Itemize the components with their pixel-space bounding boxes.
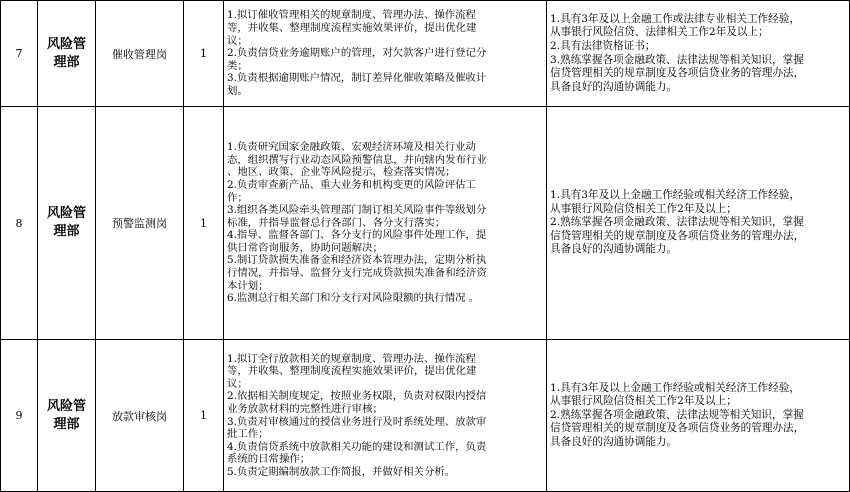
- duty-line: 1.负责研究国家金融政策、宏观经济环境及相关行业动: [227, 141, 476, 154]
- duties-cell: [224, 340, 547, 492]
- requirement-line: 信贷管理相关的规章制度及各项信贷业务的管理办法，: [550, 229, 805, 242]
- post-name: 放款审核岗: [96, 340, 184, 492]
- requirement-line: 具备良好的沟通协调能力。: [550, 435, 678, 448]
- duty-line: 2.依据相关制度规定，按照业务权限，负责对权限内授信: [227, 390, 487, 403]
- duty-line: 1.拟订全行放款相关的规章制度、管理办法、操作流程: [227, 352, 476, 365]
- requirement-line: 1.具有3年及以上金融工作或法律专业相关工作经验，: [550, 12, 800, 25]
- requirement-line: 2.具有法律资格证书；: [550, 39, 656, 52]
- headcount: 1: [184, 1, 224, 107]
- table-row: [1, 340, 850, 492]
- requirement-line: 1.具有3年及以上金融工作经验或相关经济工作经验，: [550, 381, 800, 394]
- requirement-line: 从事银行风险信贷、法律相关工作2年及以上；: [550, 26, 769, 39]
- duty-line: 等，并收集、整理制度流程实施效果评价，提出优化建: [227, 22, 477, 35]
- duty-line: 3.负责对审核通过的授信业务进行及时系统处理、放款审: [227, 415, 487, 428]
- department-cell: [38, 107, 96, 340]
- row-number: 7: [1, 1, 38, 107]
- duty-line: 1.拟订催收管理相关的规章制度、管理办法、操作流程: [227, 9, 476, 22]
- headcount: 1: [184, 107, 224, 340]
- department-cell: [38, 340, 96, 492]
- requirement-line: 从事银行风险信贷相关工作2年及以上；: [550, 202, 737, 215]
- duty-line: 议；: [227, 34, 248, 47]
- duties-cell: [224, 107, 547, 340]
- requirement-line: 2.熟练掌握各项金融政策、法律法规等相关知识，掌握: [550, 408, 804, 421]
- department-name: 风险管理部: [46, 36, 86, 70]
- duty-line: 3.负责根据逾期账户情况，制订差异化催收策略及催收计: [227, 72, 487, 85]
- duty-line: 4.负责信贷系统中放款相关功能的建设和测试工作，负责: [227, 440, 487, 453]
- row-number: 9: [1, 340, 38, 492]
- duty-line: 批工作；: [227, 428, 269, 441]
- requirement-line: 信贷管理相关的规章制度及各项信贷业务的管理办法，: [550, 422, 805, 435]
- row-number: 8: [1, 107, 38, 340]
- duty-line: 等，并收集、整理制度流程实施效果评价，提出优化建: [227, 365, 477, 378]
- table-row: [1, 1, 850, 107]
- requirement-line: 从事银行风险信贷相关工作2年及以上；: [550, 395, 737, 408]
- duty-line: 系统的日常操作；: [227, 453, 311, 466]
- duty-line: 5.负责定期编制放款工作简报，并做好相关分析。: [227, 465, 456, 478]
- requirements-cell: [547, 340, 850, 492]
- duty-line: 态，组织撰写行业动态风险预警信息，并向辖内发布行业: [227, 153, 487, 166]
- duty-line: 本计划；: [227, 279, 269, 292]
- post-name: 预警监测岗: [96, 107, 184, 340]
- requirements-cell: [547, 1, 850, 107]
- department-cell: [38, 1, 96, 107]
- duty-line: 6.监测总行相关部门和分支行对风险限额的执行情况 。: [227, 292, 480, 305]
- duty-line: 2.负责信贷业务逾期账户的管理，对欠款客户进行登记分: [227, 47, 487, 60]
- requirement-line: 信贷管理相关的规章制度及各项信贷业务的管理办法，: [550, 67, 805, 80]
- duty-line: 作；: [227, 191, 248, 204]
- duty-line: 类；: [227, 59, 248, 72]
- requirement-line: 2.熟练掌握各项金融政策、法律法规等相关知识，掌握: [550, 216, 804, 229]
- duty-line: 议；: [227, 377, 248, 390]
- job-table-body: [1, 1, 850, 492]
- requirement-line: 1.具有3年及以上金融工作经验或相关经济工作经验，: [550, 189, 800, 202]
- department-name: 风险管理部: [46, 206, 86, 239]
- headcount: 1: [184, 340, 224, 492]
- requirement-line: 3.熟练掌握各项金融政策、法律法规等相关知识，掌握: [550, 53, 804, 66]
- requirements-cell: [547, 107, 850, 340]
- duty-line: 划。: [227, 84, 248, 97]
- table-row: [1, 107, 850, 340]
- duties-cell: [224, 1, 547, 107]
- duty-line: 5.制订贷款损失准备金和经济资本管理办法，定期分析执: [227, 254, 487, 267]
- department-name: 风险管理部: [46, 398, 86, 432]
- post-name: 催收管理岗: [96, 1, 184, 107]
- duty-line: 行情况，并指导、监督分支行完成贷款损失准备和经济资: [227, 267, 487, 280]
- requirement-line: 具备良好的沟通协调能力。: [550, 80, 678, 93]
- duty-line: 标准，并指导监督总行各部门、各分支行落实；: [227, 216, 446, 229]
- duty-line: 3.组织各类风险牵头管理部门制订相关风险事件等级划分: [227, 204, 487, 217]
- duty-line: 业务放款材料的完整性进行审核；: [227, 402, 383, 415]
- duty-line: 2.负责审查新产品、重大业务和机构变更的风险评估工: [227, 178, 476, 191]
- requirement-line: 具备良好的沟通协调能力。: [550, 243, 678, 256]
- duty-line: 供日常咨询服务，协助问题解决；: [227, 241, 383, 254]
- duty-line: 4.指导、监督各部门、各分支行的风险事件处理工作，提: [227, 229, 487, 242]
- duty-line: 、地区、政策、企业等风险提示，检查落实情况；: [227, 166, 456, 179]
